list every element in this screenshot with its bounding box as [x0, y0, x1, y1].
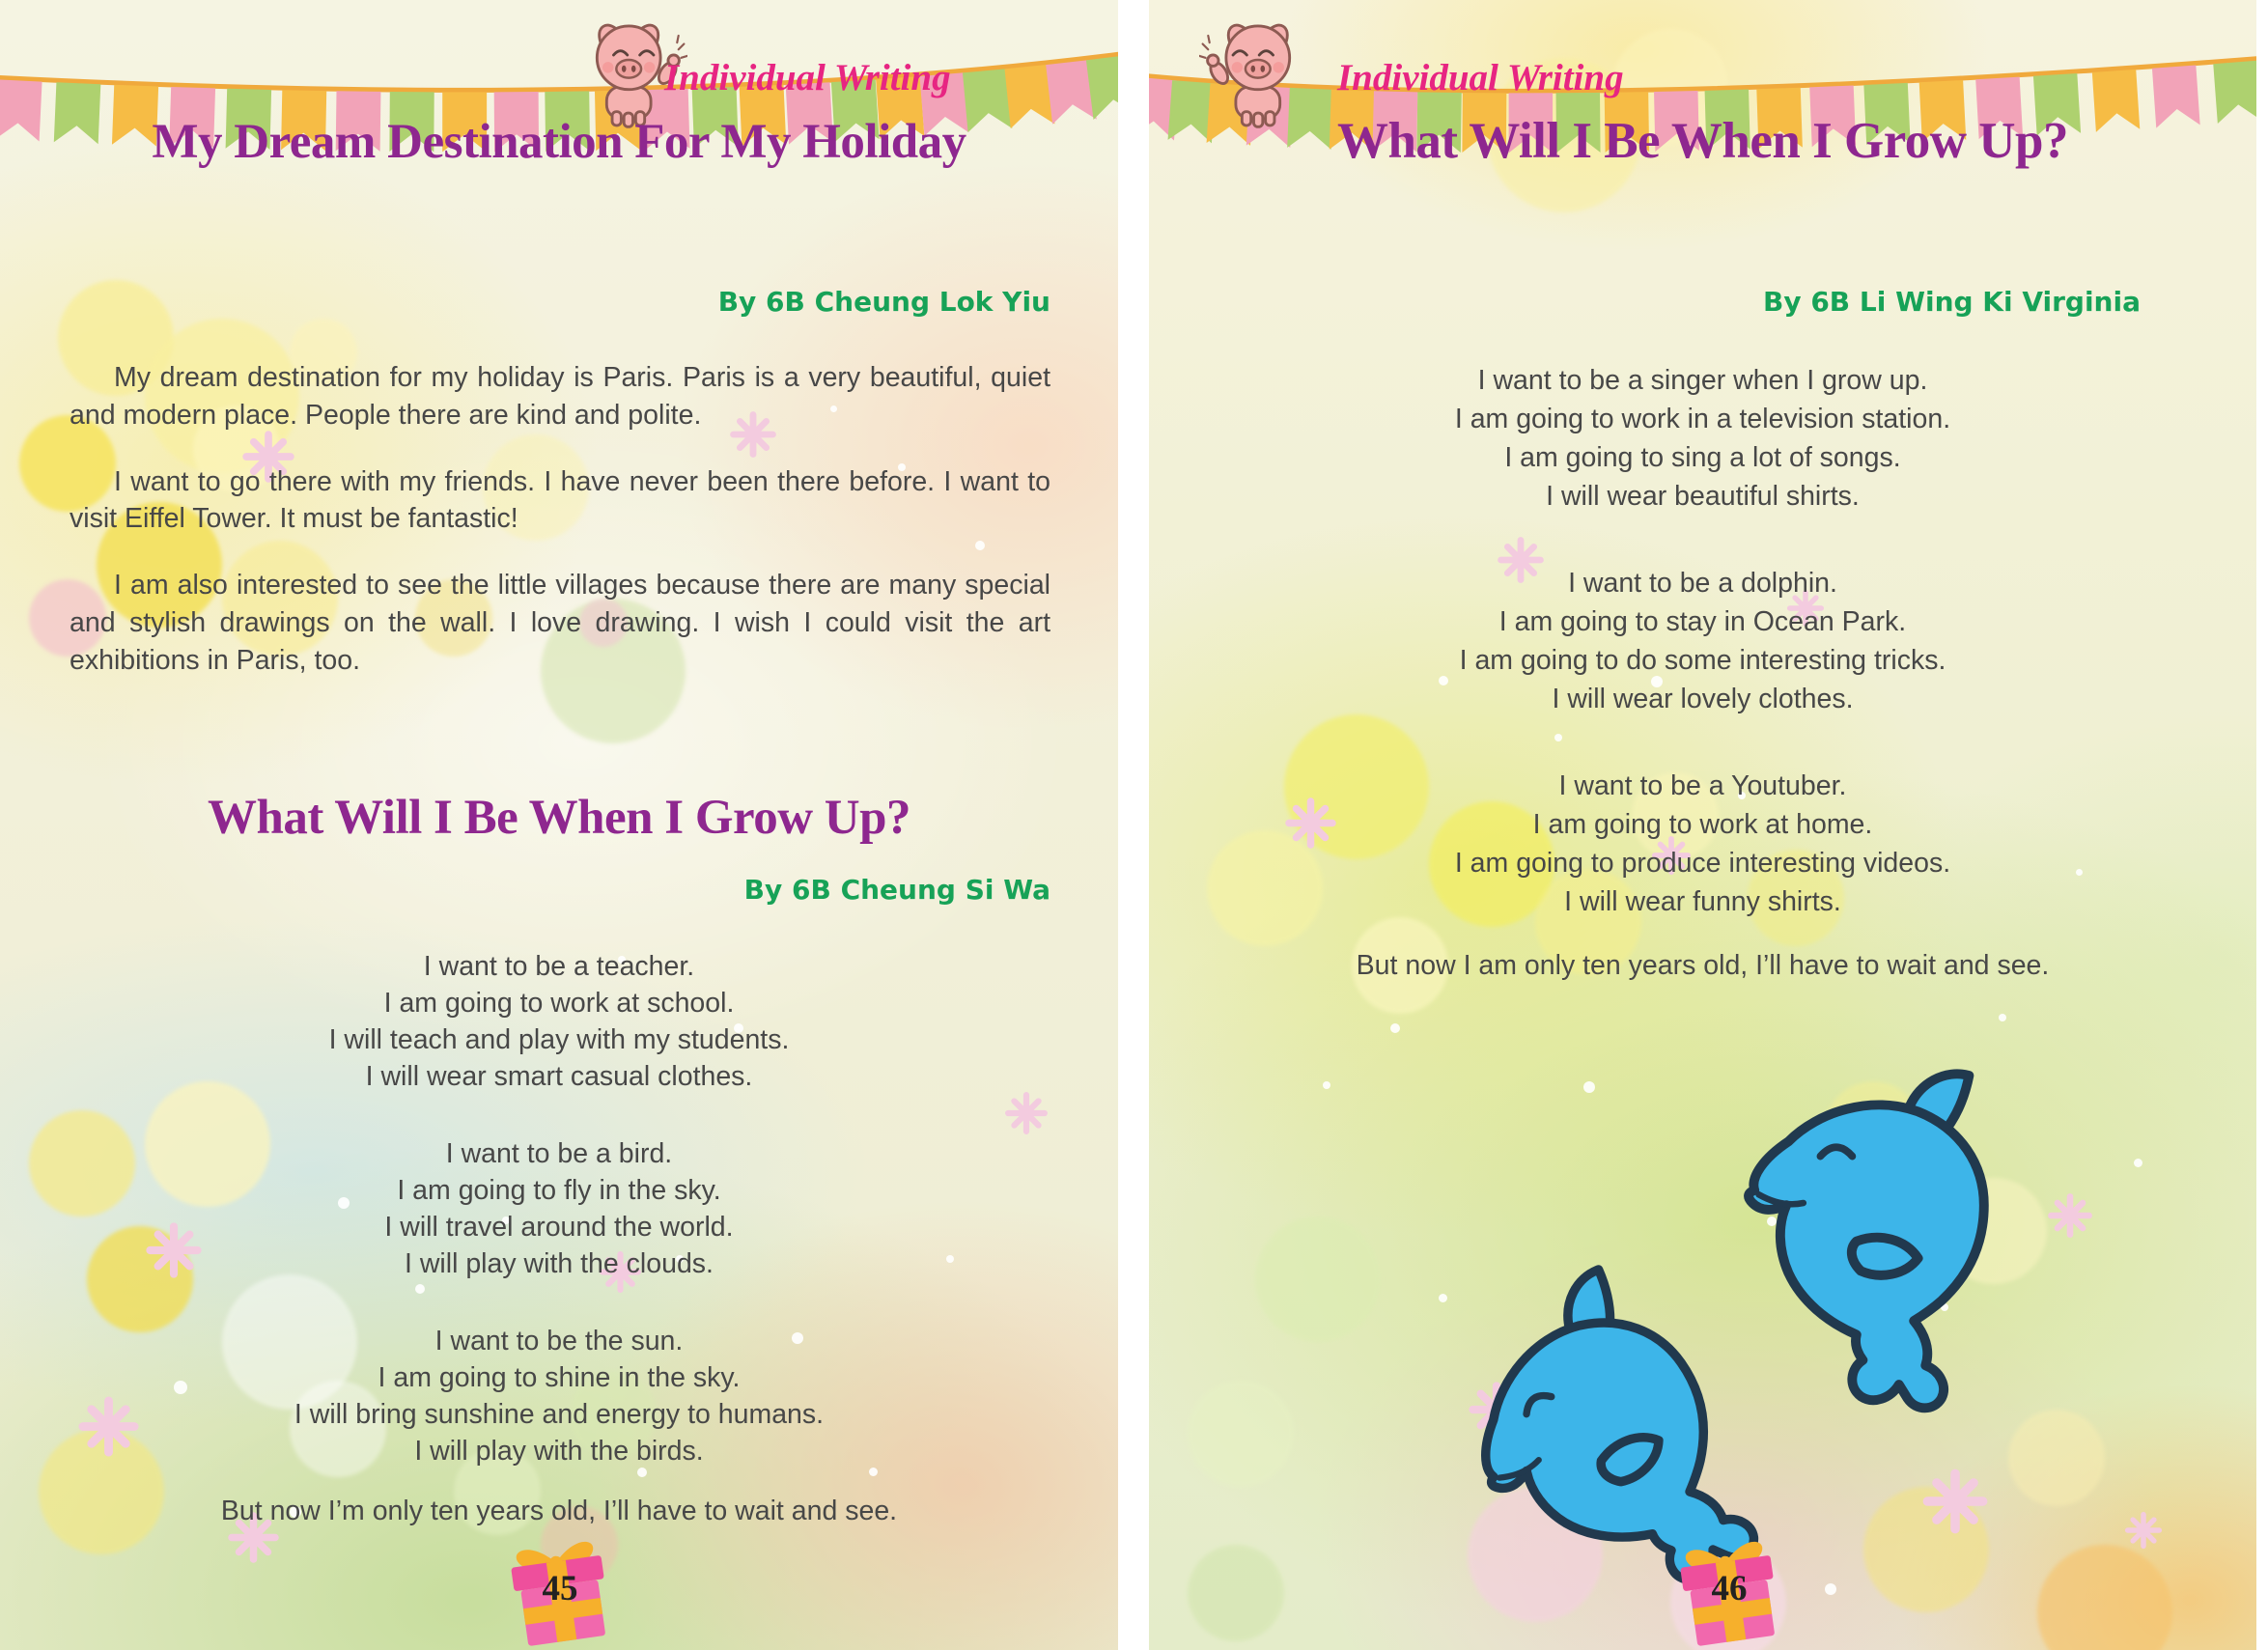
article-byline: By 6B Cheung Lok Yiu — [717, 286, 1050, 318]
paragraph: I want to go there with my friends. I have never been there before. I want to visit Eiffel Tower. It must be fantastic! — [70, 465, 1050, 535]
bokeh-decoration — [1255, 1217, 1381, 1342]
poem-line: I will travel around the world. — [384, 1212, 734, 1243]
page-46 — [1149, 0, 2256, 1650]
poem-line: I want to be a dolphin. — [1568, 568, 1837, 599]
poem-line: I am going to produce interesting videos. — [1454, 848, 1951, 879]
poem-line: I want to be a teacher. — [423, 951, 695, 982]
sparkle-dot — [1323, 1081, 1330, 1089]
sparkle-dot — [2134, 1159, 2142, 1167]
poem-stanza — [1149, 767, 2256, 921]
article-byline: By 6B Li Wing Ki Virginia — [1762, 286, 2141, 318]
poem — [1149, 361, 2256, 985]
article-body — [70, 359, 1050, 708]
poem-line: I will play with the birds. — [414, 1436, 704, 1467]
article-title: What Will I Be When I Grow Up? — [208, 791, 910, 845]
paragraph: My dream destination for my holiday is Paris. Paris is a very beautiful, quiet and modern place. People there are kind and polite. — [70, 362, 1050, 431]
page-number: 45 — [542, 1569, 578, 1608]
poem-line: I will teach and play with my students. — [328, 1024, 790, 1055]
poem-line: I want to be a singer when I grow up. — [1477, 365, 1928, 396]
bokeh-decoration — [1188, 1381, 1294, 1487]
poem-line: I am going to sing a lot of songs. — [1504, 442, 1901, 473]
flower-sparkle-icon — [2124, 1511, 2163, 1550]
article-byline: By 6B Cheung Si Wa — [743, 874, 1050, 906]
paragraph: I am also interested to see the little villages because there are many special and stylish drawings on the wall. I love drawing. I wish I could visit the art exhibitions in Paris, too. — [70, 570, 1050, 676]
poem — [0, 948, 1118, 1529]
article-title: What Will I Be When I Grow Up? — [1336, 113, 2069, 169]
poem-closing-line: But now I am only ten years old, I’ll have to wait and see. — [1356, 950, 2050, 981]
poem-line: I am going to work at home. — [1532, 809, 1873, 840]
section-header: Individual Writing — [664, 57, 951, 98]
poem-line: I will play with the clouds. — [405, 1248, 714, 1279]
article-title: My Dream Destination For My Holiday — [152, 115, 966, 169]
sparkle-dot — [1390, 1023, 1400, 1033]
poem-line: I want to be the sun. — [434, 1326, 684, 1356]
gift-box-icon — [506, 1525, 614, 1650]
poem-line: I will wear beautiful shirts. — [1546, 481, 1860, 512]
poem-line: I am going to shine in the sky. — [378, 1362, 741, 1393]
bokeh-decoration — [1188, 1545, 1284, 1641]
poem-stanza — [0, 1323, 1118, 1469]
poem-closing-line: But now I’m only ten years old, I’ll have to wait and see. — [220, 1496, 898, 1526]
poem-line: I am going to do some interesting tricks. — [1459, 645, 1946, 676]
poem-line: I am going to stay in Ocean Park. — [1498, 606, 1907, 637]
page-45 — [0, 0, 1118, 1650]
poem-line: I am going to fly in the sky. — [397, 1175, 721, 1206]
poem-line: I am going to work at school. — [383, 988, 735, 1019]
poem-line: I will wear funny shirts. — [1564, 886, 1841, 917]
poem-stanza — [0, 948, 1118, 1095]
section-header: Individual Writing — [1337, 57, 1624, 98]
poem-line: I want to be a bird. — [445, 1138, 673, 1169]
page-number: 46 — [1711, 1569, 1748, 1608]
gift-box-icon — [1675, 1525, 1783, 1650]
poem-line: I want to be a Youtuber. — [1558, 770, 1847, 801]
poem-line: I am going to work in a television station. — [1454, 404, 1951, 434]
poem-line: I will bring sunshine and energy to humans. — [294, 1399, 825, 1430]
poem-line: I will wear lovely clothes. — [1552, 684, 1854, 714]
poem-stanza — [1149, 564, 2256, 718]
poem-line: I will wear smart casual clothes. — [365, 1061, 753, 1092]
poem-stanza — [0, 1135, 1118, 1282]
poem-stanza — [1149, 361, 2256, 516]
